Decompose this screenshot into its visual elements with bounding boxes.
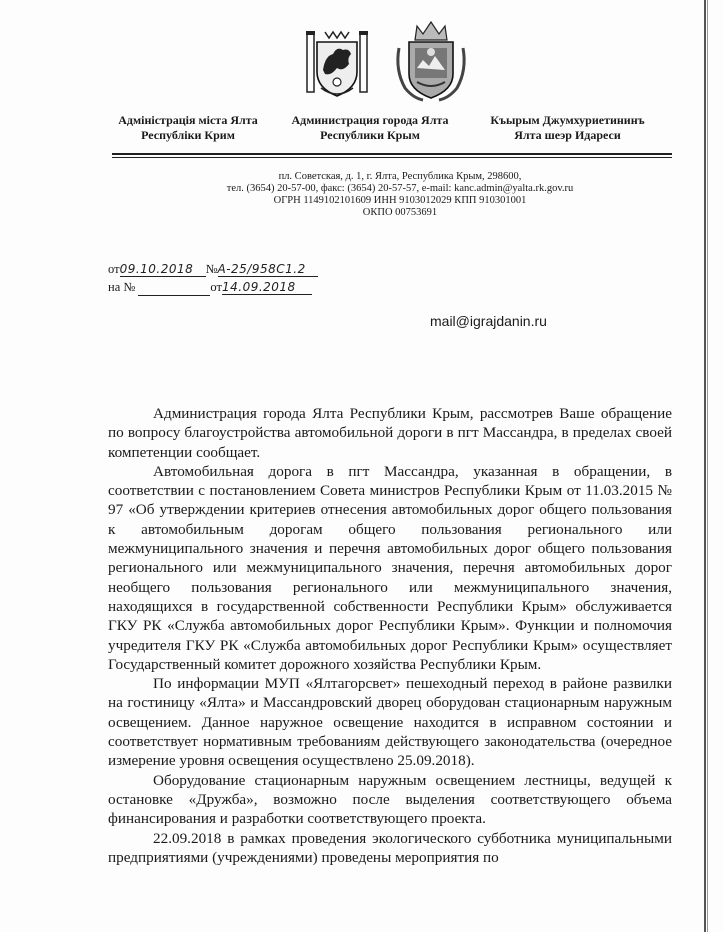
number-label: № bbox=[205, 262, 218, 276]
letter-body bbox=[108, 404, 672, 867]
header-russian bbox=[270, 113, 470, 143]
outgoing-date: 09.10.2018 bbox=[120, 262, 206, 277]
incoming-reference bbox=[108, 280, 312, 296]
header-crimean-tatar bbox=[475, 113, 660, 143]
from-label: от bbox=[108, 262, 120, 276]
header-right-line1: Къырым Джумхуриетининъ bbox=[490, 113, 645, 127]
scan-edge-shadow bbox=[707, 0, 708, 932]
header-left-line1: Адміністрація міста Ялта bbox=[118, 113, 258, 127]
paragraph-3: По информации МУП «Ялтагорсвет» пешеходный переход в районе развилки на гостиницу «Ялта» и Массандровский дворец оборудован стационарным наружным освещением. Данное наружное освещение находится в исправном состоянии и соответствует нормативным требованиям действующего законодательства (очередное измерение уровня освещения осуществлено 25.09.2018). bbox=[108, 675, 672, 770]
codes-line: ОГРН 1149102101609 ИНН 9103012029 КПП 910301001 bbox=[273, 195, 527, 206]
recipient-email: mail@igrajdanin.ru bbox=[430, 313, 547, 329]
header-rule-thick bbox=[112, 153, 672, 155]
outgoing-registration bbox=[108, 262, 318, 277]
yalta-coat-of-arms-icon bbox=[393, 20, 469, 102]
paragraph-2: Автомобильная дорога в пгт Массандра, указанная в обращении, в соответствии с постановлением Совета министров Республики Крым от 11.03.2015 № 97 «Об утверждении критериев отнесения автомобильных дорог общего пользования к автомобильным дорогам общего пользования регионального или межмуниципального значения и перечня автомобильных дорог общего пользования регионального или межмуниципального значения, перечня автомобильных дорог необщего пользования регионального или межмуниципального значения, находящихся в государственной собственности Республики Крым» обслуживается ГКУ РК «Служба автомобильных дорог Республики Крым». Функции и полномочия учредителя ГКУ РК «Служба автомобильных дорог Республики Крым» осуществляет Государственный комитет дорожного хозяйства Республики Крым. bbox=[108, 462, 672, 673]
paragraph-5: 22.09.2018 в рамках проведения экологического субботника муниципальными предприятиями (учреждениями) проведены мероприятия по bbox=[108, 829, 672, 866]
header-right-line2: Ялта шеэр Идареси bbox=[514, 128, 621, 142]
ref-number-blank bbox=[138, 280, 210, 296]
outgoing-number: А-25/958С1.2 bbox=[218, 262, 318, 277]
header-left-line2: Республіки Крим bbox=[141, 128, 235, 142]
header-ukrainian bbox=[108, 113, 268, 143]
header-center-line1: Администрация города Ялта bbox=[291, 113, 449, 127]
okpo-line: ОКПО 00753691 bbox=[362, 207, 438, 218]
scan-edge bbox=[704, 0, 706, 932]
header-rule-thin bbox=[112, 157, 672, 158]
ref-from-label: от bbox=[210, 280, 222, 294]
contact-block bbox=[150, 171, 650, 219]
ref-label: на № bbox=[108, 280, 136, 294]
phones-line: тел. (3654) 20-57-00, факс: (3654) 20-57-57, e-mail: kanc.admin@yalta.rk.gov.ru bbox=[226, 183, 574, 194]
paragraph-4: Оборудование стационарным наружным освещением лестницы, ведущей к остановке «Дружба», возможно после выделения соответствующего объема финансирования и разработки соответствующего проекта. bbox=[108, 771, 672, 828]
header-center-line2: Республики Крым bbox=[320, 128, 420, 142]
ref-date: 14.09.2018 bbox=[222, 280, 312, 295]
paragraph-1: Администрация города Ялта Республики Крым, рассмотрев Ваше обращение по вопросу благоустройства автомобильной дороги в пгт Массандра, в пределах своей компетенции сообщает. bbox=[108, 405, 672, 461]
address-line: пл. Советская, д. 1, г. Ялта, Республика Крым, 298600, bbox=[278, 171, 522, 182]
crimea-coat-of-arms-icon bbox=[303, 28, 371, 100]
